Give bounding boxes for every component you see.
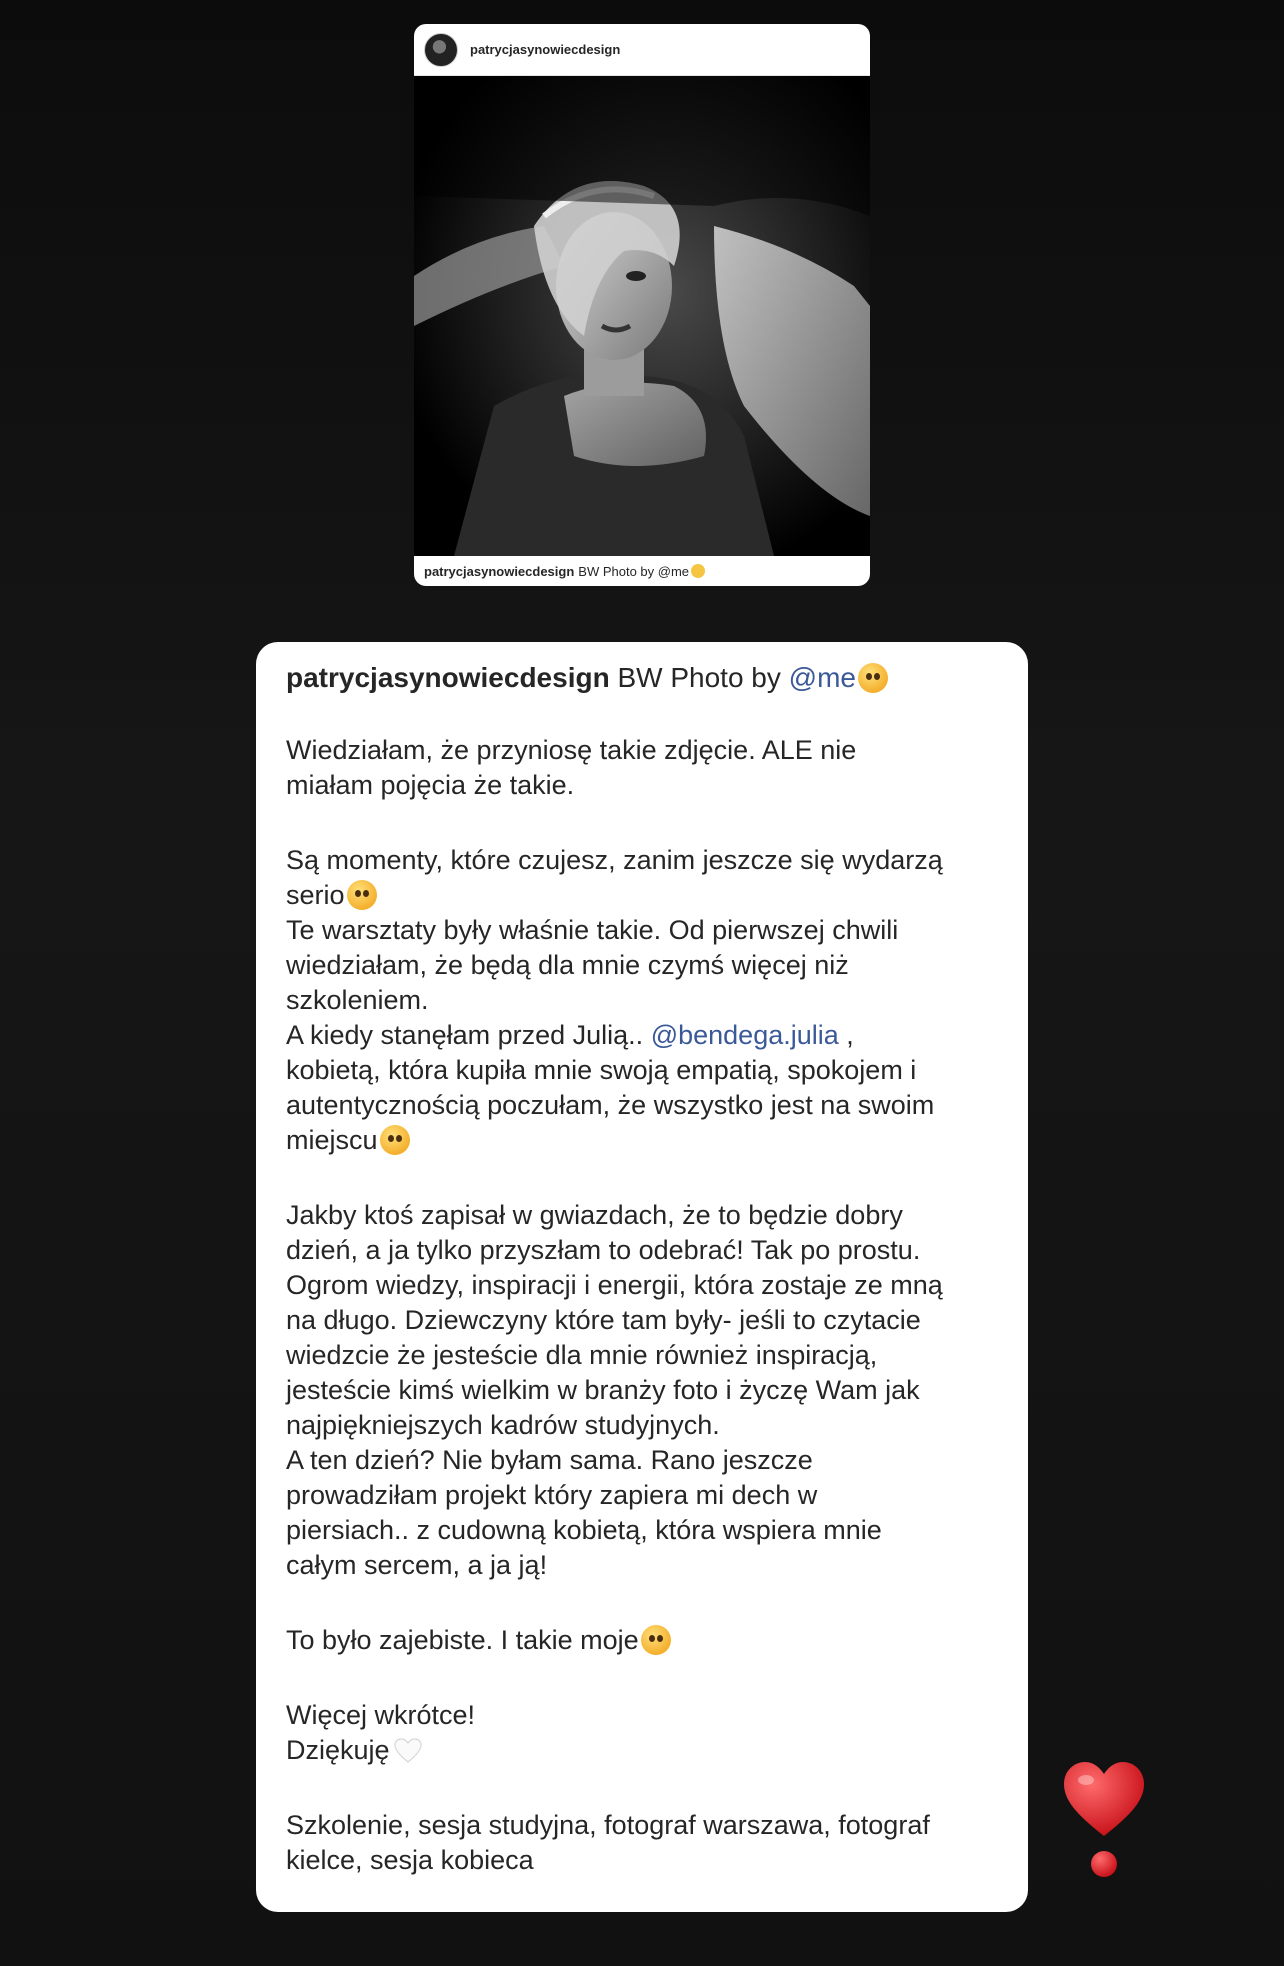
shared-post-card[interactable] [414,24,870,586]
paragraph-2 [286,843,998,1158]
mention-bendega-julia-link[interactable]: @bendega.julia [650,1020,839,1050]
text-fragment: miejscu [286,1125,378,1155]
text-line: Te warsztaty były właśnie takie. Od pierwszej chwili [286,915,899,945]
paragraph-1 [286,733,998,803]
crying-face-emoji-icon [347,880,377,910]
post-username[interactable]: patrycjasynowiecdesign [470,42,621,57]
post-header [414,24,870,76]
text-line: A ten dzień? Nie byłam sama. Rano jeszcze [286,1445,813,1475]
caption-card-header-text: BW Photo by [617,662,781,693]
paragraph-6 [286,1808,998,1878]
text-fragment: , [846,1020,854,1050]
pleading-face-emoji-icon [380,1125,410,1155]
text-line [286,1733,998,1768]
text-line: najpiękniejszych kadrów studyjnych. [286,1410,720,1440]
text-line [286,878,998,913]
text-line: Szkolenie, sesja studyjna, fotograf warszawa, fotograf [286,1810,930,1840]
text-line [286,1623,998,1658]
pleading-face-emoji-icon [858,663,888,693]
post-caption [414,556,870,586]
paragraph-5 [286,1698,998,1768]
caption-card-username[interactable]: patrycjasynowiecdesign [286,662,610,693]
mention-me-link[interactable]: @me [788,662,856,693]
text-line: Więcej wkrótce! [286,1700,476,1730]
text-line: wiedzcie że jesteście dla mnie również inspiracją, [286,1340,878,1370]
relieved-face-emoji-icon [641,1625,671,1655]
text-line [286,1123,998,1158]
text-line [286,1018,998,1053]
heart-exclamation-icon[interactable] [1062,1760,1146,1880]
bw-portrait-image [414,76,870,556]
text-line: na długo. Dziewczyny które tam były- jeśli to czytacie [286,1305,921,1335]
pleading-face-emoji-icon [691,564,705,578]
paragraph-3 [286,1198,998,1583]
text-fragment: serio [286,880,345,910]
paragraph-4 [286,1623,998,1658]
text-line: autentycznością poczułam, że wszystko jest na swoim [286,1090,935,1120]
text-line: Są momenty, które czujesz, zanim jeszcze się wydarzą [286,845,943,875]
text-line: Ogrom wiedzy, inspiracji i energii, która zostaje ze mną [286,1270,943,1300]
white-heart-icon [394,1738,422,1764]
text-fragment: To było zajebiste. I takie moje [286,1625,639,1655]
text-line: wiedziałam, że będą dla mnie czymś więcej niż [286,950,849,980]
caption-text-card [256,642,1028,1912]
avatar[interactable] [424,33,458,67]
text-line: Jakby ktoś zapisał w gwiazdach, że to będzie dobry [286,1200,903,1230]
caption-username[interactable]: patrycjasynowiecdesign [424,563,575,579]
text-fragment: A kiedy stanęłam przed Julią.. [286,1020,644,1050]
text-line: prowadziłam projekt który zapiera mi dech w [286,1480,818,1510]
text-line: kobietą, która kupiła mnie swoją empatią, spokojem i [286,1055,917,1085]
text-line: jesteście kimś wielkim w branży foto i życzę Wam jak [286,1375,920,1405]
text-line: kielce, sesja kobieca [286,1845,534,1875]
text-line: całym sercem, a ja ją! [286,1550,548,1580]
text-fragment: Dziękuję [286,1735,390,1765]
text-line: szkoleniem. [286,985,429,1015]
text-line: miałam pojęcia że takie. [286,770,575,800]
caption-text: BW Photo by @me [578,563,690,579]
text-line: dzień, a ja tylko przyszłam to odebrać! Tak po prostu. [286,1235,921,1265]
text-line: Wiedziałam, że przyniosę takie zdjęcie. ALE nie [286,735,857,765]
caption-header [286,660,998,695]
post-photo[interactable] [414,76,870,556]
text-line: piersiach.. z cudowną kobietą, która wspiera mnie [286,1515,882,1545]
